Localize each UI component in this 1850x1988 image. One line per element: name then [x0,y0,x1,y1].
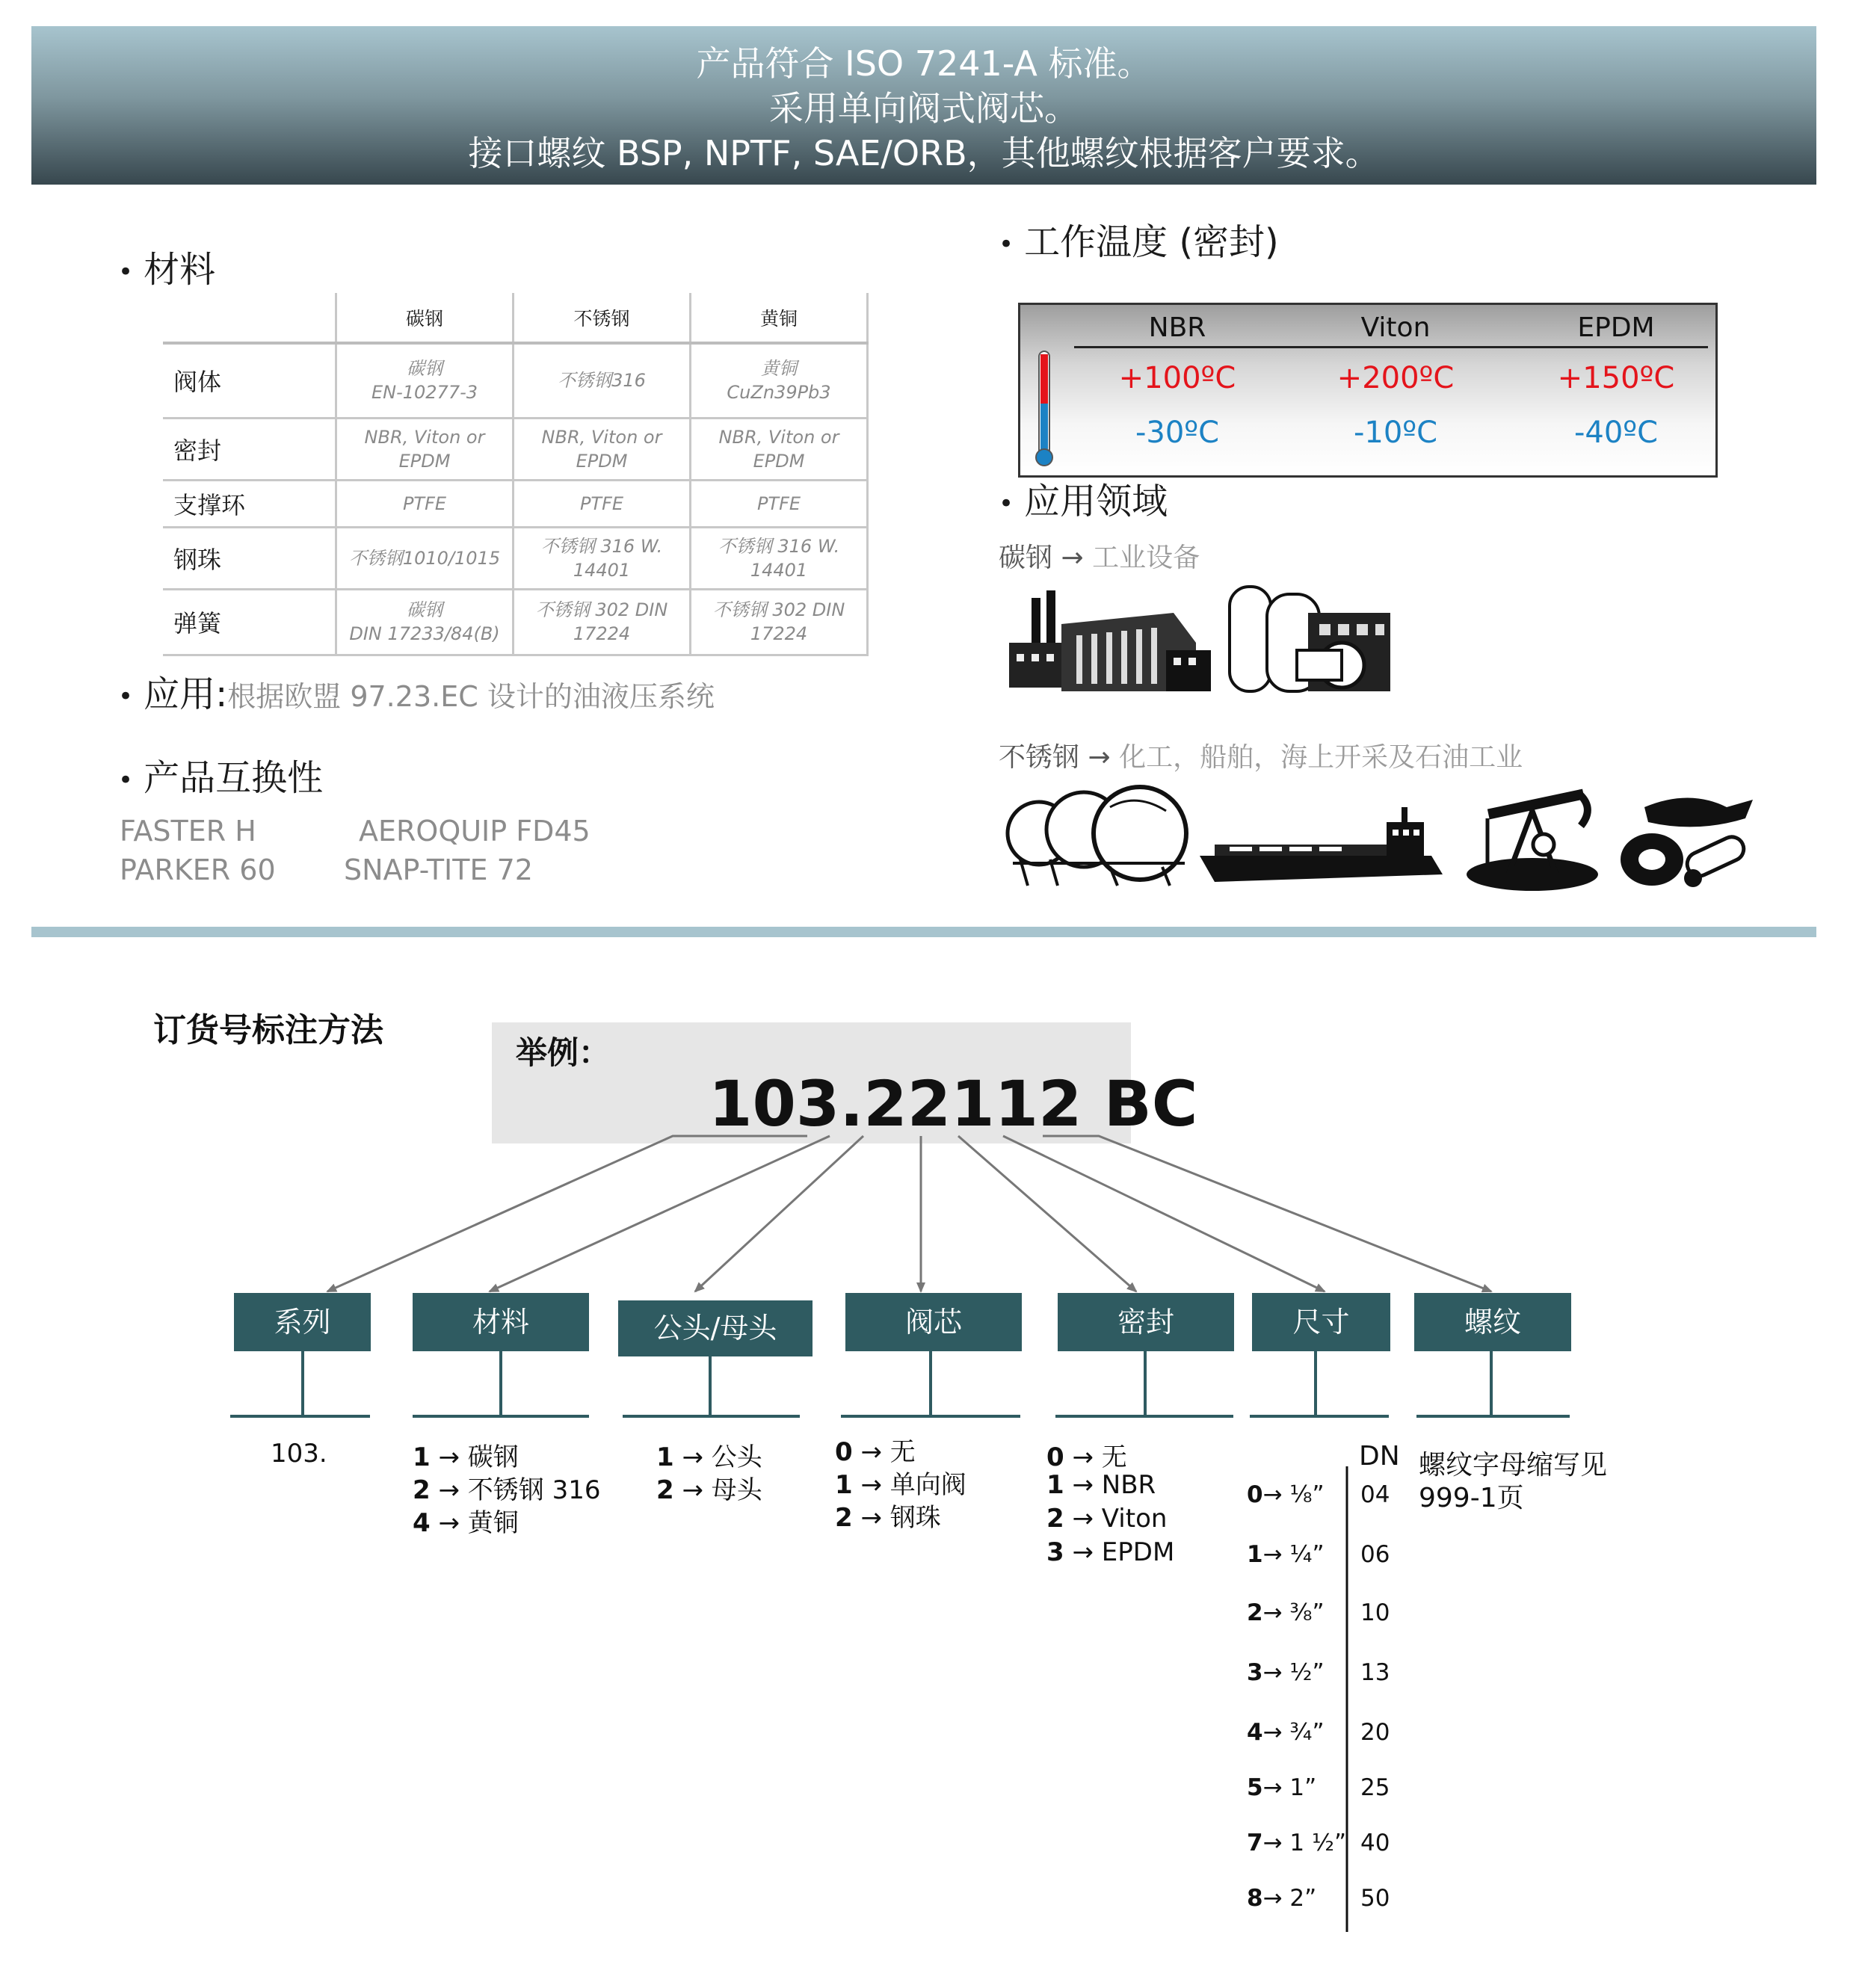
max-temp: +200ºC [1336,361,1455,395]
option-value: 单向阀 [889,1470,966,1500]
dn-header: DN [1359,1441,1400,1472]
size-key: 1 [1247,1541,1263,1568]
box-material: 材料 [413,1293,589,1351]
cell-line: PTFE [579,493,624,514]
box-thread: 螺纹 [1414,1293,1571,1351]
cell-line: 14401 [750,559,808,581]
min-temp: -30ºC [1135,416,1220,450]
arrow-right-icon: → [852,1437,890,1467]
interchange-heading: • 产品互换性 [118,757,324,799]
size-dn: 25 [1360,1774,1390,1801]
size-row [1247,1659,1325,1686]
header-line-1: 产品符合 ISO 7241-A 标准。 [696,43,1152,84]
interchange-item: PARKER 60 [120,853,276,886]
arrow-right-icon: → [1262,1659,1290,1686]
size-inch: ⅜” [1289,1599,1325,1626]
size-inch: ½” [1289,1659,1325,1686]
ordering-title: 订货号标注方法 [153,1011,383,1049]
box-seal: 密封 [1058,1293,1234,1351]
option-value: 母头 [711,1475,762,1505]
cell-line: 14401 [573,559,631,581]
size-dn: 40 [1360,1830,1390,1856]
box-core: 阀芯 [845,1293,1022,1351]
size-row [1247,1599,1325,1626]
option-value: NBR [1101,1470,1156,1500]
option-value: 无 [889,1437,916,1467]
option-value: EPDM [1101,1537,1175,1567]
size-key: 4 [1247,1719,1263,1746]
cell-line: EPDM [398,450,451,472]
arrow-right-icon: → [1064,1504,1102,1534]
arrow-right-icon: → [430,1475,468,1505]
option-key: 0 [1046,1442,1064,1472]
arrow-right-icon: → [1262,1541,1290,1568]
option-key: 4 [413,1508,431,1538]
option-key: 1 [413,1442,431,1472]
bullet-icon: • [999,229,1014,259]
option-item [835,1431,916,1468]
temperature-heading: • 工作温度 (密封) [999,221,1279,263]
application-heading: • 应用: [118,673,228,715]
arrow-right-icon: → [430,1508,468,1538]
cell-line: EN-10277-3 [371,382,478,404]
interchange-item: SNAP-TITE 72 [344,853,533,886]
cell-line: 黄铜 [761,358,797,380]
materials-heading: • 材料 [118,249,216,291]
size-dn: 10 [1360,1599,1390,1626]
arrow-right-icon: → [1064,1470,1102,1500]
option-key: 1 [835,1470,853,1500]
option-value: 钢珠 [889,1503,941,1533]
option-value: Viton [1101,1504,1168,1534]
size-dn: 13 [1360,1659,1390,1686]
size-dn: 06 [1360,1541,1390,1568]
size-key: 0 [1247,1481,1263,1508]
column-header: 黄铜 [691,293,868,343]
option-item [1046,1504,1167,1534]
example-label: 举例： [516,1034,611,1071]
option-key: 3 [1046,1537,1064,1567]
arrow-to-seal [958,1136,1136,1291]
seal-name: EPDM [1577,312,1655,343]
arrow-right-icon: → [1061,543,1093,573]
option-item [413,1502,519,1539]
arrow-right-icon: → [673,1442,712,1472]
size-row [1247,1830,1346,1856]
size-key: 5 [1247,1774,1263,1801]
option-value: 无 [1101,1442,1127,1472]
cell-line: NBR, Viton or [718,426,839,448]
max-temp: +150ºC [1557,361,1675,395]
size-inch: ¾” [1289,1719,1325,1746]
size-key: 8 [1247,1885,1263,1912]
size-dn: 20 [1360,1719,1390,1746]
arrow-right-icon: → [430,1442,468,1472]
option-item [413,1469,600,1506]
cell-line: NBR, Viton or [541,426,662,448]
arrow-right-icon: → [852,1470,890,1500]
box-gender: 公头/母头 [618,1300,813,1356]
size-row [1247,1774,1316,1801]
bullet-icon: • [118,765,134,795]
size-dn: 04 [1360,1481,1390,1508]
example-code: 103.22112 BC [709,1067,1198,1140]
row-label: 弹簧 [163,589,336,655]
size-row [1247,1719,1325,1746]
arrow-right-icon: → [1262,1481,1290,1508]
seal-name: NBR [1148,312,1206,343]
cell-line: EPDM [576,450,628,472]
arrow-right-icon: → [1262,1885,1290,1912]
cell-line: 不锈钢 316 W. [540,535,663,557]
option-item [656,1469,762,1506]
option-item [656,1436,762,1473]
fields-heading: • 应用领域 [999,481,1168,522]
bullet-icon: • [999,489,1014,519]
option-key: 2 [413,1475,431,1505]
header-line-2: 采用单向阀式阀芯。 [769,88,1079,129]
max-temp: +100ºC [1118,361,1236,395]
box-size: 尺寸 [1252,1293,1390,1351]
arrow-right-icon: → [1262,1599,1290,1626]
carbon-use-line: 碳钢 → 工业设备 [999,543,1200,573]
row-label: 支撑环 [163,480,336,527]
cell-line: NBR, Viton or [364,426,485,448]
size-inch: ⅛” [1289,1481,1325,1508]
option-key: 2 [656,1475,674,1505]
cell-line: 不锈钢316 [558,370,646,392]
bullet-icon: • [118,682,134,711]
cell-line: 不锈钢 302 DIN [535,599,668,620]
option-item [1046,1470,1156,1500]
column-header: 不锈钢 [514,293,691,343]
option-value: 不锈钢 316 [467,1475,601,1505]
cell-line: CuZn39Pb3 [727,382,831,404]
option-value: 公头 [711,1442,762,1472]
size-inch: ¼” [1289,1541,1325,1568]
arrow-to-size [1003,1136,1325,1291]
size-inch: 1” [1289,1774,1317,1801]
option-item [835,1464,966,1501]
cell-line: DIN 17233/84(B) [349,623,500,644]
header-line-3: 接口螺纹 BSP, NPTF, SAE/ORB，其他螺纹根据客户要求。 [468,133,1380,173]
cell-line: PTFE [756,493,801,514]
option-key: 1 [1046,1470,1064,1500]
min-temp: -10ºC [1353,416,1438,450]
option-value: 碳钢 [467,1442,519,1472]
size-key: 3 [1247,1659,1263,1686]
series-value: 103. [271,1439,327,1469]
option-key: 2 [1046,1504,1064,1534]
cell-line: 不锈钢 316 W. [718,535,840,557]
cell-line: PTFE [402,493,447,514]
cell-line: 碳钢 [407,599,443,620]
arrow-right-icon: → [1262,1830,1290,1856]
option-item [835,1497,941,1534]
size-key: 2 [1247,1599,1263,1626]
interchange-item: FASTER H [120,815,256,848]
thread-note: 螺纹字母缩写见 [1419,1450,1608,1481]
cell-line: 17224 [750,623,808,644]
box-series: 系列 [234,1293,371,1351]
option-value: 黄铜 [467,1508,519,1538]
row-label: 密封 [163,418,336,480]
option-item [1046,1436,1127,1473]
arrow-right-icon: → [1262,1719,1290,1746]
size-inch: 2” [1289,1885,1317,1912]
row-label: 阀体 [163,343,336,418]
size-row [1247,1885,1316,1912]
application-text: 根据欧盟 97.23.EC 设计的油液压系统 [227,680,715,713]
cell-line: 不锈钢 302 DIN [712,599,845,620]
bullet-icon: • [118,257,134,287]
arrow-right-icon: → [1088,742,1120,773]
interchange-item: AEROQUIP FD45 [359,815,591,848]
option-key: 1 [656,1442,674,1472]
option-item [413,1436,519,1473]
size-inch: 1 ½” [1289,1830,1347,1856]
size-dn: 50 [1360,1885,1390,1912]
arrow-right-icon: → [852,1503,890,1533]
cell-line: 不锈钢1010/1015 [348,547,501,569]
thread-note: 999-1页 [1419,1483,1524,1513]
row-label: 钢珠 [163,527,336,589]
arrow-right-icon: → [1064,1537,1102,1567]
column-header: 碳钢 [336,293,514,343]
option-key: 0 [835,1437,853,1467]
seal-name: Viton [1360,312,1431,343]
option-item [1046,1537,1174,1567]
arrow-right-icon: → [673,1475,712,1505]
cell-line: 17224 [573,623,631,644]
size-row [1247,1541,1325,1568]
arrow-right-icon: → [1262,1774,1290,1801]
option-key: 2 [835,1503,853,1533]
size-key: 7 [1247,1830,1263,1856]
cell-line: 碳钢 [407,358,443,380]
min-temp: -40ºC [1573,416,1659,450]
size-row [1247,1481,1325,1508]
cell-line: EPDM [753,450,805,472]
stainless-use-line: 不锈钢 → 化工，船舶，海上开采及石油工业 [999,742,1523,773]
arrow-right-icon: → [1064,1442,1102,1472]
arrow-to-series [327,1136,807,1291]
